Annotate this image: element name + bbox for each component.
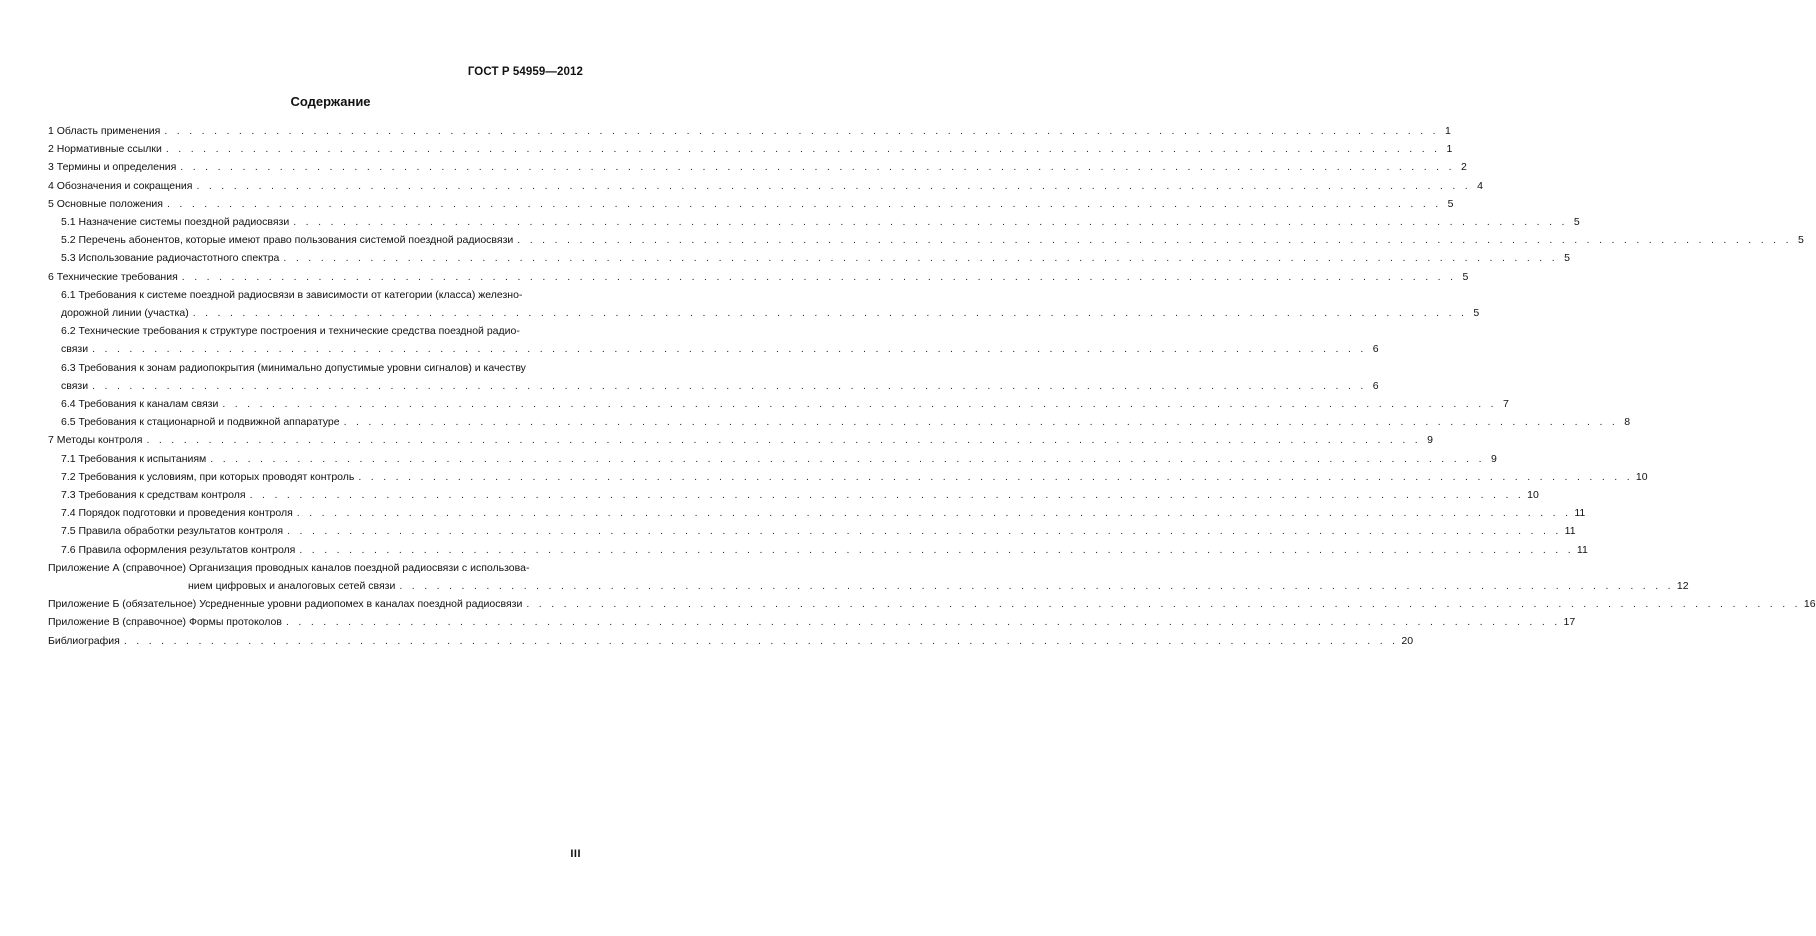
toc-leader-dots <box>124 632 1399 650</box>
toc-page-number: 9 <box>1490 452 1497 465</box>
toc-leader-dots <box>358 468 1633 486</box>
toc-page-number: 11 <box>1576 543 1588 556</box>
toc-item-text: 3 Термины и определения <box>48 161 177 174</box>
toc-page-number: 8 <box>1624 416 1631 429</box>
toc-page-number: 4 <box>1477 179 1483 192</box>
toc-page-number: 5 <box>1564 252 1570 265</box>
toc-leader-dots <box>193 304 1468 322</box>
toc-item-7-1[interactable] <box>48 450 1497 468</box>
toc-item-text: 7 Методы контроля <box>48 434 143 447</box>
toc-item-text: Приложение В (справочное) Формы протоколов <box>48 616 282 629</box>
toc-item-text: 7.1 Требования к испытаниям <box>61 452 207 465</box>
toc-leader-dots <box>287 522 1562 540</box>
toc-page-number: 20 <box>1401 634 1414 647</box>
toc-leader-dots <box>283 249 1558 267</box>
toc-page-number: 9 <box>1427 434 1433 447</box>
toc-leader-dots <box>286 613 1561 631</box>
toc-leader-dots <box>222 395 1497 413</box>
toc-page-number: 11 <box>1574 507 1586 520</box>
toc-item-text: 1 Область применения <box>48 125 161 137</box>
toc-item-text-line1: Приложение А (справочное) Организация проводных каналов поездной радиосвязи с использова- <box>48 561 530 574</box>
toc-item-text-line1: 6.2 Технические требования к структуре построения и технические средства поездной радио- <box>61 325 520 338</box>
toc-item-7-5[interactable] <box>48 522 1576 540</box>
toc-page-number: 10 <box>1527 489 1539 502</box>
toc-item-text: 5.3 Использование радиочастотного спектра <box>61 252 280 265</box>
toc-item-text: дорожной линии (участка) <box>61 307 189 320</box>
toc-leader-dots <box>180 158 1455 176</box>
toc-appendix-b[interactable] <box>48 595 1816 613</box>
document-number: ГОСТ Р 54959—2012 <box>467 66 583 78</box>
toc-page-number: 17 <box>1563 616 1576 629</box>
toc-page-number: 10 <box>1635 470 1648 483</box>
toc-item-2[interactable] <box>48 140 1453 158</box>
toc-item-6-1[interactable] <box>48 286 1480 322</box>
toc-leader-dots <box>210 450 1485 468</box>
toc-item-7-4[interactable] <box>48 504 1586 522</box>
toc-leader-dots <box>517 231 1792 249</box>
toc-leader-dots <box>196 177 1471 195</box>
toc-item-6-4[interactable] <box>48 395 1509 413</box>
toc-item-6-2[interactable] <box>48 322 1379 358</box>
toc-item-text: связи <box>61 343 89 356</box>
toc-leader-dots <box>299 541 1574 559</box>
toc-bibliography[interactable] <box>48 632 1414 650</box>
toc-appendix-c[interactable] <box>48 613 1576 631</box>
toc-page-number: 5 <box>1462 270 1469 283</box>
toc-item-text: 7.4 Порядок подготовки и проведения контроля <box>61 507 293 520</box>
toc-leader-dots <box>146 431 1421 449</box>
toc-item-text: 2 Нормативные ссылки <box>48 143 162 156</box>
toc-item-text: 7.6 Правила оформления результатов контроля <box>61 543 296 556</box>
toc-item-text: Приложение Б (обязательное) Усредненные уровни радиопомех в каналах поездной радиосвязи <box>48 598 523 611</box>
toc-leader-dots <box>293 213 1568 231</box>
toc-item-text: 5 Основные положения <box>48 197 163 210</box>
toc-page-number: 6 <box>1372 343 1379 356</box>
toc-item-text: Библиография <box>48 634 120 647</box>
toc-item-text: 6.5 Требования к стационарной и подвижной аппаратуре <box>61 416 340 429</box>
toc-leader-dots <box>164 122 1439 140</box>
toc-item-6-5[interactable] <box>48 413 1631 431</box>
toc-page-number: 6 <box>1372 379 1379 392</box>
toc-item-text: 7.5 Правила обработки результатов контроля <box>61 525 284 538</box>
toc-item-text: 5.2 Перечень абонентов, которые имеют право пользования системой поездной радиосвязи <box>61 234 514 247</box>
toc-item-5[interactable] <box>48 195 1454 213</box>
toc-item-5-1[interactable] <box>48 213 1580 231</box>
toc-item-text-line1: 6.3 Требования к зонам радиопокрытия (минимально допустимые уровни сигналов) и качеству <box>61 361 526 374</box>
toc-item-1[interactable] <box>48 122 1451 140</box>
page-title: Содержание <box>290 94 371 109</box>
toc-page-number: 5 <box>1573 216 1580 229</box>
toc-item-6-3[interactable] <box>48 359 1379 395</box>
toc-page-number: 12 <box>1676 580 1689 593</box>
toc-page-number: 7 <box>1503 398 1509 411</box>
toc-item-4[interactable] <box>48 177 1483 195</box>
toc-leader-dots <box>92 340 1367 358</box>
toc-leader-dots <box>526 595 1801 613</box>
toc-leader-dots <box>92 377 1367 395</box>
toc-page-number: 1 <box>1445 125 1451 137</box>
toc-item-5-3[interactable] <box>48 249 1570 267</box>
toc-item-text: 5.1 Назначение системы поездной радиосвязи <box>61 216 290 229</box>
toc-item-3[interactable] <box>48 158 1467 176</box>
toc-page-number: 11 <box>1564 525 1576 538</box>
table-of-contents <box>48 122 1816 650</box>
toc-item-text: нием цифровых и аналоговых сетей связи <box>188 580 396 593</box>
toc-page-number: 1 <box>1446 143 1453 156</box>
toc-page-number: 5 <box>1473 307 1480 320</box>
page-number: III <box>570 848 581 860</box>
toc-page-number: 2 <box>1460 161 1467 174</box>
toc-item-text: 6 Технические требования <box>48 270 178 283</box>
toc-page-number: 5 <box>1797 234 1804 247</box>
toc-item-text-line1: 6.1 Требования к системе поездной радиосвязи в зависимости от категории (класса) железно- <box>61 288 523 301</box>
toc-item-7-2[interactable] <box>48 468 1648 486</box>
toc-item-7-3[interactable] <box>48 486 1539 504</box>
toc-page-number: 5 <box>1447 197 1454 210</box>
toc-item-6[interactable] <box>48 268 1469 286</box>
toc-item-7-6[interactable] <box>48 541 1588 559</box>
toc-leader-dots <box>399 577 1674 595</box>
toc-item-7[interactable] <box>48 431 1433 449</box>
toc-page-number: 16 <box>1803 598 1816 611</box>
toc-item-5-2[interactable] <box>48 231 1804 249</box>
toc-leader-dots <box>344 413 1619 431</box>
toc-leader-dots <box>166 140 1441 158</box>
toc-item-text: 6.4 Требования к каналам связи <box>61 398 219 411</box>
toc-item-text: связи <box>61 379 89 392</box>
toc-leader-dots <box>182 268 1457 286</box>
toc-item-text: 7.2 Требования к условиям, при которых проводят контроль <box>61 470 355 483</box>
toc-leader-dots <box>167 195 1442 213</box>
toc-item-text: 7.3 Требования к средствам контроля <box>61 489 246 502</box>
toc-item-text: 4 Обозначения и сокращения <box>48 179 193 192</box>
toc-leader-dots <box>250 486 1525 504</box>
toc-leader-dots <box>297 504 1572 522</box>
toc-appendix-a[interactable] <box>48 559 1689 595</box>
